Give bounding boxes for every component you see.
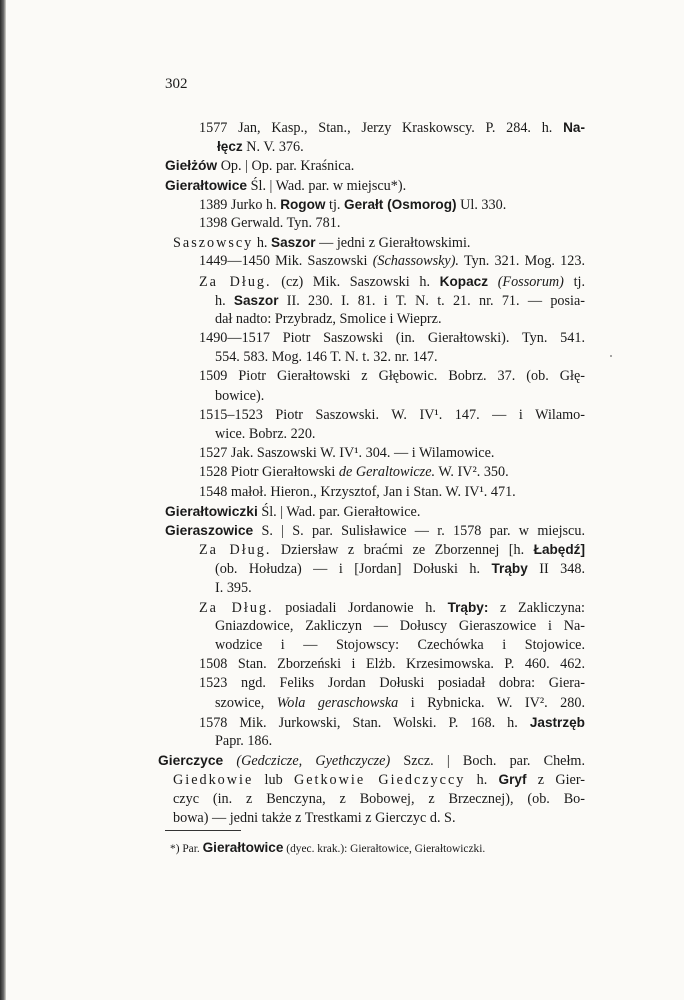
line-text: posiadali Jordanowie h. [273,599,448,616]
text-line [217,137,585,156]
text-line [199,655,585,674]
line-text: 1527 Jak. Saszowski W. IV¹. 304. — i Wilamowice. [199,445,495,462]
line-text: Ul. 330. [456,196,507,213]
line-text: Śl. | Wad. par. Gierałtowice. [257,503,421,520]
line-text: h. [215,292,234,309]
entry-headword: Gierałtowice [165,177,248,193]
line-text: (ob. Hołudza) — i [Jordan] Dołuski h. [215,561,492,578]
text-line [215,348,585,367]
text-line [199,118,585,137]
text-line [165,521,585,540]
line-text: h. [465,772,499,789]
spaced-term: Za Dług. [199,273,272,290]
line-text: i Rybnicka. W. IV². 280. [398,694,585,711]
italic-term: Wola geraschowska [276,694,399,711]
line-text: 1509 Piotr Gierałtowski z Głębowic. Bobrz. 37. (ob. Głę- [199,368,585,385]
line-text: 1449—1450 Mik. Saszowski [199,253,373,270]
text-line [199,406,585,425]
text-line [173,770,585,789]
line-text: 554. 583. Mog. 146 T. N. t. 32. nr. 147. [215,349,438,366]
line-text: 1515–1523 Piotr Saszowski. W. IV¹. 147. — i Wilamo- [199,406,585,423]
text-line [215,291,585,310]
bold-term: Kopacz [439,273,489,289]
line-text: I. 395. [215,579,252,596]
bold-term: Saszor [271,235,316,251]
text-line [199,674,585,693]
text-line [215,732,585,751]
line-text: wice. Bobrz. 220. [215,426,316,442]
bold-term: Gryf [498,772,527,788]
text-line [199,272,585,291]
text-line [173,809,585,828]
bold-term: Saszor [233,292,279,308]
bold-term: Łabędź] [533,542,585,558]
spaced-term: Za Dług. [199,599,274,616]
text-line [199,540,585,559]
italic-term: (Fossorum) [497,273,564,290]
line-text: (cz) Mik. Saszowski h. [271,273,440,290]
line-text: bowice). [215,387,265,404]
text-line [199,195,585,214]
scan-speck [610,355,612,357]
entry-headword: Gierałtowiczki [165,503,258,519]
line-text: 1577 Jan, Kasp., Stan., Jerzy Kraskowscy. P. 284. h. [199,120,564,136]
text-line [215,579,585,598]
italic-term: (Schassowsky). [372,253,459,270]
text-line [173,233,585,252]
line-text: 1490—1517 Piotr Saszowski (in. Gierałtowski). Tyn. 541. [199,330,585,347]
spaced-term: Za Dług. [199,542,272,559]
text-line [215,387,585,406]
line-text: — jedni z Gierałtowskimi. [315,235,471,252]
text-line [158,751,585,770]
footnote-term: Gierałtowice [202,840,284,855]
bold-term: Rogow [280,196,326,212]
text-line [215,425,585,444]
line-text [488,274,498,290]
line-text: 1548 małoł. Hieron., Krzysztof, Jan i Stan. W. IV¹. 471. [199,483,516,500]
bold-term: łęcz [217,139,243,155]
text-line [199,463,585,482]
text-line [215,694,585,713]
line-text: Szcz. | Boch. par. Chełm. [390,753,586,770]
text-line [199,214,585,233]
italic-term: de Geraltowicze. [338,464,436,481]
bold-term: Na- [563,120,585,135]
line-text: tj. [563,273,586,290]
spaced-term: Giedkowie [173,772,254,789]
line-text: II 348. [527,561,585,578]
text-line [173,790,585,809]
footnote [170,840,600,855]
text-line [215,636,585,655]
text-line [199,329,585,348]
entry-headword: Giełżów [165,158,218,174]
entry-headword: Gieraszowice [165,522,254,538]
text-line [215,617,585,636]
line-text: z Gier- [526,772,585,789]
text-line [199,252,585,271]
footnote-text: (dyec. krak.): Gierałtowice, Gierałtowiczki. [283,843,486,855]
line-text: 1508 Stan. Zborzeński i Elżb. Krzesimowska. P. 460. 462. [199,656,585,673]
entry-headword: Gierczyce [158,753,224,769]
text-line [199,444,585,463]
text-line [199,367,585,386]
line-text: czyc (in. z Benczyna, z Bobowej, z Brzecznej), (ob. Bo- [173,790,585,807]
text-line [215,310,585,329]
text-line [165,176,585,195]
line-text: z Zakliczyna: [488,599,585,616]
line-text: 1523 ngd. Feliks Jordan Dołuski posiadał dobra: Giera- [199,675,585,692]
text-line [199,713,585,732]
line-text: szowice, [215,694,277,711]
line-text: 1398 Gerwald. Tyn. 781. [199,214,341,231]
line-text: Papr. 186. [215,733,273,749]
text-line [199,483,585,502]
text-line [165,502,585,521]
spaced-term: Getkowie Giedczyccy [293,772,466,789]
line-text: 1578 Mik. Jurkowski, Stan. Wolski. P. 168. h. [199,714,530,731]
line-text: Gniazdowice, Zakliczyn — Dołuscy Gieraszowice i Na- [215,617,585,634]
line-text: wodzice i — Stojowscy: Czechówka i Stojowice. [215,637,585,654]
line-text: S. | S. par. Sulisławice — r. 1578 par. w miejscu. [253,522,585,539]
line-text: tj. [325,196,345,213]
line-text: Śl. | Wad. par. w miejscu*). [247,177,407,194]
bold-term: Jastrzęb [529,714,585,730]
italic-term: (Gedczicze, Gyethczycze) [236,753,391,770]
line-text: h. [253,235,271,252]
footnote-marker: *) Par. [170,843,203,855]
bold-term: Trąby: [447,599,489,615]
line-text: 1528 Piotr Gierałtowski [199,464,339,481]
footnote-rule [165,830,241,831]
line-text: W. IV². 350. [435,464,509,481]
bold-term: Gerałt (Osmorog) [344,196,457,212]
line-text: N. V. 376. [242,139,304,156]
line-text: Dziersław z braćmi ze Zborzennej [h. [271,542,534,559]
spaced-term: Saszowscy [173,235,254,252]
line-text: II. 230. I. 81. i T. N. t. 21. nr. 71. — posia- [278,292,585,309]
line-text: 1389 Jurko h. [199,196,281,213]
line-text: lub [253,772,294,789]
page-number: 302 [165,76,188,92]
line-text: bowa) — jedni także z Trestkami z Gierczyc d. S. [173,809,456,826]
text-line [165,156,585,175]
line-text: Op. | Op. par. Kraśnica. [217,158,355,175]
bold-term: Trąby [491,561,528,577]
page-scan-edge [0,0,6,1000]
text-line [199,598,585,617]
text-line [215,559,585,578]
line-text [223,753,236,769]
dictionary-entries [158,118,586,828]
line-text: Tyn. 321. Mog. 123. [458,253,585,270]
line-text: dał nadto: Przybradz, Smolice i Wieprz. [215,310,442,327]
